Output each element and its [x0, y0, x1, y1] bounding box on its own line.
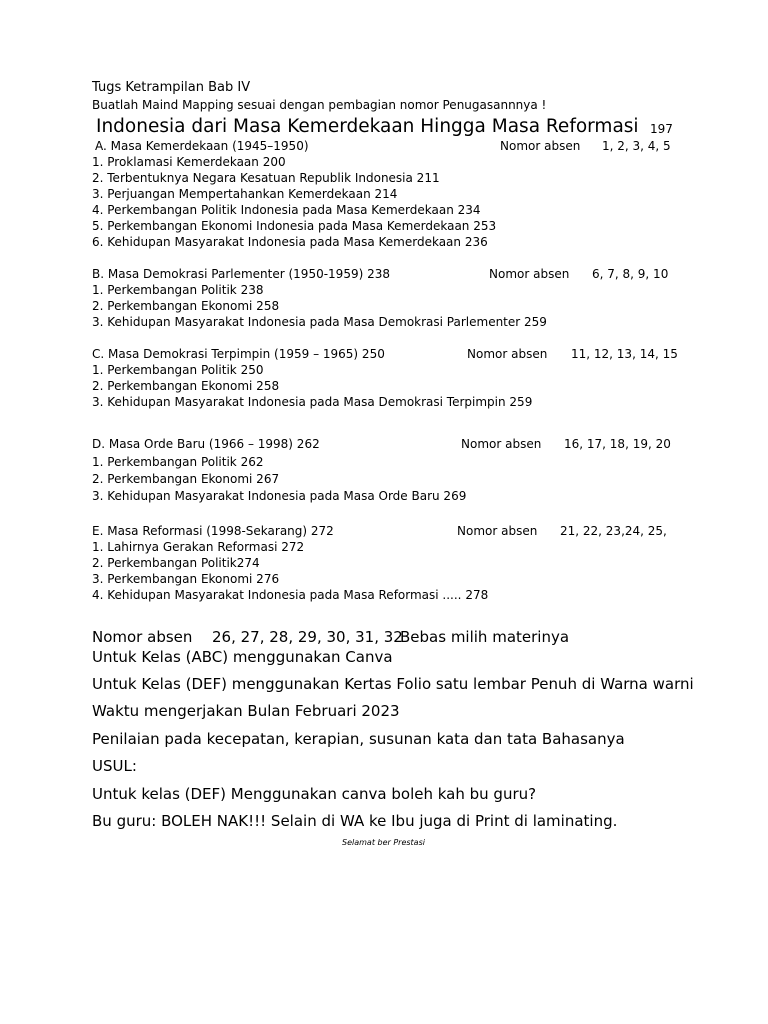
section-d-item: 1. Perkembangan Politik 262 — [92, 455, 264, 469]
section-b-heading: B. Masa Demokrasi Parlementer (1950-1959) 238 — [92, 267, 390, 281]
notes-line-grading: Penilaian pada kecepatan, kerapian, susunan kata dan tata Bahasanya — [92, 730, 625, 748]
section-b-absen-label: Nomor absen — [489, 267, 570, 281]
section-a-item: 4. Perkembangan Politik Indonesia pada Masa Kemerdekaan 234 — [92, 203, 481, 217]
section-a-absen-label: Nomor absen — [500, 139, 581, 153]
section-a-absen-numbers: 1, 2, 3, 4, 5 — [602, 139, 671, 153]
section-d-item: 2. Perkembangan Ekonomi 267 — [92, 472, 280, 486]
section-d-item: 3. Kehidupan Masyarakat Indonesia pada Masa Orde Baru 269 — [92, 489, 467, 503]
notes-line-question: Untuk kelas (DEF) Menggunakan canva boleh kah bu guru? — [92, 785, 537, 803]
section-a-item: 1. Proklamasi Kemerdekaan 200 — [92, 155, 286, 169]
section-a-item: 5. Perkembangan Ekonomi Indonesia pada Masa Kemerdekaan 253 — [92, 219, 497, 233]
section-e-item: 3. Perkembangan Ekonomi 276 — [92, 572, 280, 586]
main-title-page-number: 197 — [650, 122, 673, 136]
section-e-item: 1. Lahirnya Gerakan Reformasi 272 — [92, 540, 305, 554]
section-e-item: 2. Perkembangan Politik274 — [92, 556, 260, 570]
section-c-item: 1. Perkembangan Politik 250 — [92, 363, 264, 377]
section-e-absen-numbers: 21, 22, 23,24, 25, — [560, 524, 667, 538]
main-title: Indonesia dari Masa Kemerdekaan Hingga Masa Reformasi — [96, 116, 639, 137]
section-c-heading: C. Masa Demokrasi Terpimpin (1959 – 1965) 250 — [92, 347, 385, 361]
section-e-heading: E. Masa Reformasi (1998-Sekarang) 272 — [92, 524, 334, 538]
document-title: Tugs Ketrampilan Bab IV — [92, 80, 251, 95]
section-b-item: 3. Kehidupan Masyarakat Indonesia pada Masa Demokrasi Parlementer 259 — [92, 315, 547, 329]
section-a-heading: A. Masa Kemerdekaan (1945–1950) — [95, 139, 309, 153]
notes-line-usul: USUL: — [92, 757, 137, 775]
section-d-heading: D. Masa Orde Baru (1966 – 1998) 262 — [92, 437, 320, 451]
section-c-item: 2. Perkembangan Ekonomi 258 — [92, 379, 280, 393]
instruction-text: Buatlah Maind Mapping sesuai dengan pembagian nomor Penugasannnya ! — [92, 98, 547, 112]
notes-absen-numbers: 26, 27, 28, 29, 30, 31, 32 — [212, 628, 403, 646]
footer-text: Selamat ber Prestasi — [342, 838, 425, 847]
section-e-item: 4. Kehidupan Masyarakat Indonesia pada Masa Reformasi ..... 278 — [92, 588, 489, 602]
section-e-absen-label: Nomor absen — [457, 524, 538, 538]
section-a-item: 3. Perjuangan Mempertahankan Kemerdekaan 214 — [92, 187, 398, 201]
notes-free-choice: Bebas milih materinya — [400, 628, 570, 646]
notes-line-abc: Untuk Kelas (ABC) menggunakan Canva — [92, 648, 393, 666]
notes-line-time: Waktu mengerjakan Bulan Februari 2023 — [92, 702, 400, 720]
section-a-item: 2. Terbentuknya Negara Kesatuan Republik Indonesia 211 — [92, 171, 440, 185]
section-b-item: 1. Perkembangan Politik 238 — [92, 283, 264, 297]
notes-line-answer: Bu guru: BOLEH NAK!!! Selain di WA ke Ibu juga di Print di laminating. — [92, 812, 618, 830]
section-b-item: 2. Perkembangan Ekonomi 258 — [92, 299, 280, 313]
section-c-item: 3. Kehidupan Masyarakat Indonesia pada Masa Demokrasi Terpimpin 259 — [92, 395, 533, 409]
section-c-absen-numbers: 11, 12, 13, 14, 15 — [571, 347, 678, 361]
notes-line-def: Untuk Kelas (DEF) menggunakan Kertas Folio satu lembar Penuh di Warna warni — [92, 675, 694, 693]
notes-absen-label: Nomor absen — [92, 628, 193, 646]
section-d-absen-label: Nomor absen — [461, 437, 542, 451]
section-b-absen-numbers: 6, 7, 8, 9, 10 — [592, 267, 669, 281]
section-a-item: 6. Kehidupan Masyarakat Indonesia pada Masa Kemerdekaan 236 — [92, 235, 488, 249]
section-d-absen-numbers: 16, 17, 18, 19, 20 — [564, 437, 671, 451]
section-c-absen-label: Nomor absen — [467, 347, 548, 361]
